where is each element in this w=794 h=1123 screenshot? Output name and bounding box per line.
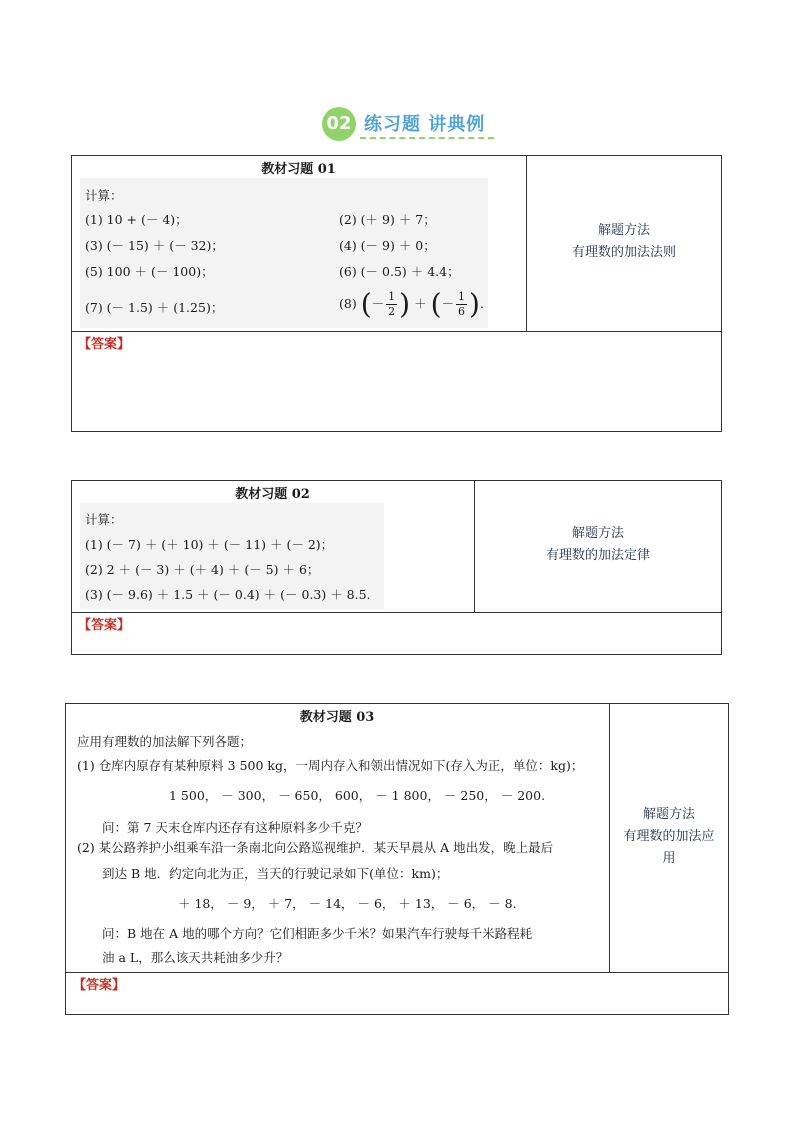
exercise-1-item: (1) 10 + (－ 4)； bbox=[85, 212, 188, 227]
exercise-2-answer-label: 【答案】 bbox=[78, 618, 131, 633]
exercise-2-item: (1) (－ 7) ＋ (＋ 10) ＋ (－ 11) ＋ (－ 2)； bbox=[85, 537, 334, 552]
exercise-1-intro: 计算： bbox=[85, 188, 123, 203]
method-title: 解题方法 bbox=[642, 807, 695, 822]
exercise-3-method bbox=[609, 804, 729, 870]
exercise-2-intro: 计算： bbox=[85, 512, 123, 527]
exercise-1-item-8: (8) (－ $\frac{1}{2}$ ) ＋ (－ $\frac{1}{6}$ ). bbox=[339, 287, 484, 321]
exercise-3-line: ＋ 18， － 9， ＋ 7， － 14， － 6， ＋ 13， － 6， － 8. bbox=[178, 896, 517, 911]
exercise-3-answer-label: 【答案】 bbox=[73, 978, 126, 993]
exercise-1-item: (4) (－ 9) ＋ 0； bbox=[339, 238, 436, 253]
exercise-1-method bbox=[526, 220, 722, 264]
item-8-plus: ＋ bbox=[414, 296, 427, 311]
exercise-2-title: 教材习题 02 bbox=[235, 487, 310, 502]
fraction-1-2: $\frac{1}{2}$ bbox=[388, 290, 396, 318]
exercise-3-line: 应用有理数的加法解下列各题； bbox=[77, 734, 253, 749]
item-8-minus: － bbox=[371, 296, 385, 311]
exercise-3-line: 油 a L，那么该天共耗油多少升？ bbox=[102, 950, 289, 965]
exercise-1-title: 教材习题 01 bbox=[261, 162, 336, 177]
method-text: 有理数的加法应 bbox=[623, 829, 715, 844]
exercise-3-line: 到达 B 地．约定向北为正，当天的行驶记录如下(单位：km)； bbox=[102, 866, 449, 881]
method-text: 用 bbox=[662, 851, 676, 866]
section-header bbox=[320, 104, 500, 140]
method-title: 解题方法 bbox=[571, 526, 624, 541]
exercise-1-item: (2) (＋ 9) ＋ 7； bbox=[339, 212, 436, 227]
exercise-3-line: (2) 某公路养护小组乘车沿一条南北向公路巡视维护．某天早晨从 A 地出发，晚上最后 bbox=[77, 840, 554, 855]
exercise-1-item: (3) (－ 15) ＋ (－ 32)； bbox=[85, 238, 224, 253]
item-8-end: . bbox=[479, 296, 484, 311]
exercise-2-item: (2) 2 ＋ (－ 3) ＋ (＋ 4) ＋ (－ 5) ＋ 6； bbox=[85, 562, 320, 577]
item-8-label: (8) bbox=[339, 296, 357, 311]
section-number-badge: 02 bbox=[322, 107, 356, 141]
exercise-3-line: 1 500， － 300， － 650， 600， － 1 800， － 250， － 200. bbox=[169, 788, 546, 803]
fraction-1-6: $\frac{1}{6}$ bbox=[458, 290, 466, 318]
exercise-2-item: (3) (－ 9.6) ＋ 1.5 ＋ (－ 0.4) ＋ (－ 0.3) ＋ 8.5. bbox=[85, 587, 371, 602]
method-text: 有理数的加法定律 bbox=[545, 548, 650, 563]
exercise-1-item: (6) (－ 0.5) ＋ 4.4； bbox=[339, 264, 460, 279]
section-title: 练习题 讲典例 bbox=[364, 114, 486, 135]
exercise-3-line: 问：B 地在 A 地的哪个方向？它们相距多少千米？如果汽车行驶每千米路程耗 bbox=[102, 926, 533, 941]
exercise-3-title: 教材习题 03 bbox=[299, 710, 375, 725]
item-8-minus: － bbox=[441, 296, 455, 311]
exercise-1-item: (5) 100 ＋ (－ 100)； bbox=[85, 264, 214, 279]
method-text: 有理数的加法法则 bbox=[571, 245, 676, 260]
exercise-3-line: (1) 仓库内原存有某种原料 3 500 kg，一周内存入和领出情况如下(存入为正，单位：kg)； bbox=[77, 758, 584, 773]
exercise-1-answer-label: 【答案】 bbox=[78, 337, 131, 352]
exercise-2-method bbox=[474, 523, 722, 567]
exercise-3-line: 问：第 7 天末仓库内还存有这种原料多少千克？ bbox=[102, 820, 368, 835]
method-title: 解题方法 bbox=[597, 223, 650, 238]
exercise-1-item: (7) (－ 1.5) ＋ (1.25)； bbox=[85, 300, 224, 315]
section-title-underline bbox=[360, 137, 494, 139]
